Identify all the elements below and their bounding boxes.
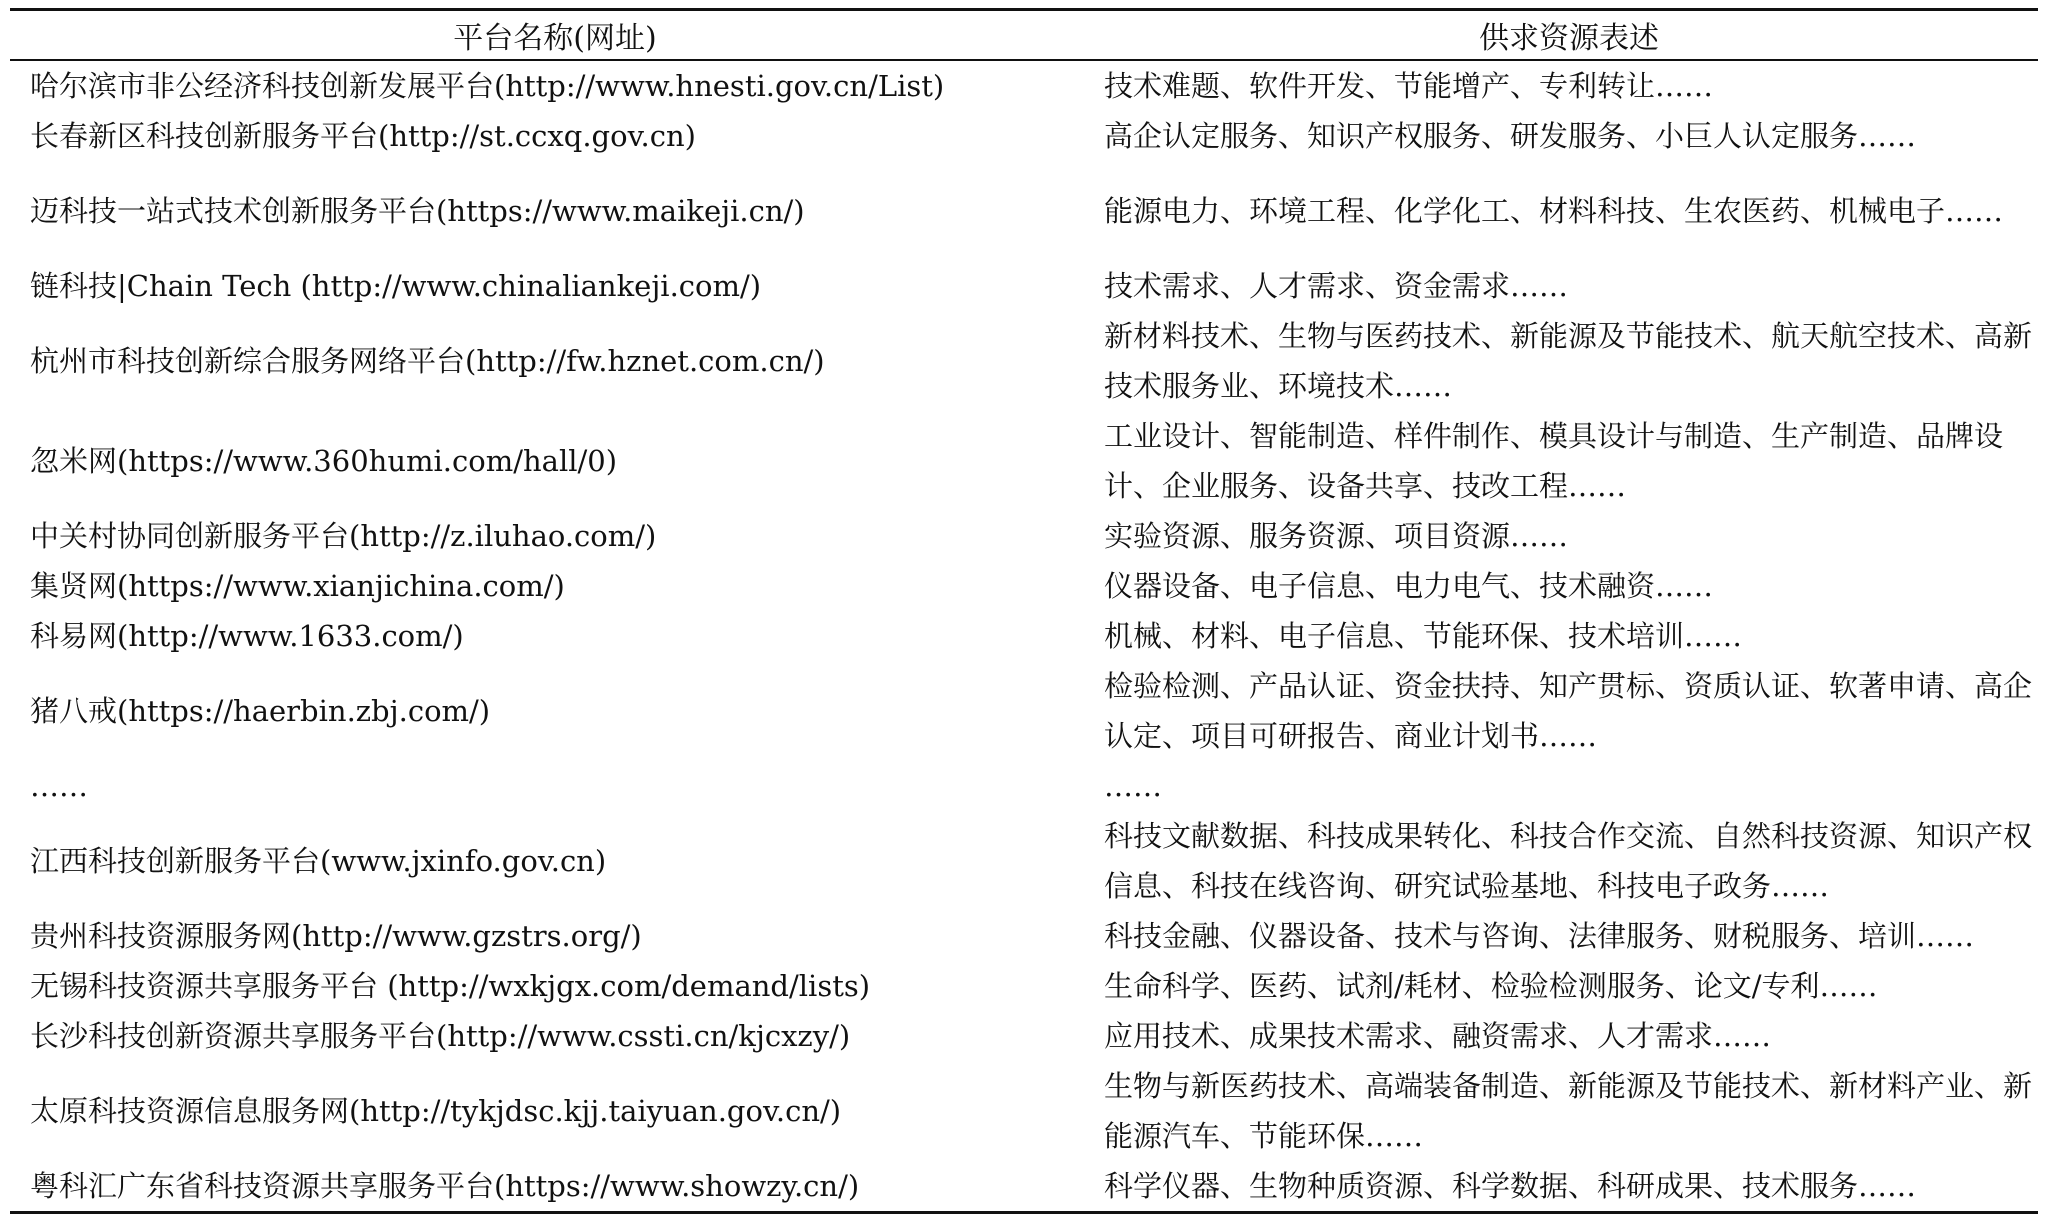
platform-name-cell: 太原科技资源信息服务网(http://tykjdsc.kjj.taiyuan.gov.cn/) — [30, 1093, 842, 1128]
table-row — [10, 161, 2038, 261]
table-body — [10, 60, 2038, 1213]
table-row — [10, 261, 2038, 311]
table-row — [10, 1161, 2038, 1213]
resource-description-cell: 工业设计、智能制造、样件制作、模具设计与制造、生产制造、品牌设计、企业服务、设备共享、技改工程…… — [1104, 418, 2004, 503]
platform-name-cell: 迈科技一站式技术创新服务平台(https://www.maikeji.cn/) — [30, 193, 805, 228]
platform-name-cell: 链科技|Chain Tech (http://www.chinaliankeji.com/) — [30, 268, 762, 303]
platform-name-cell: 忽米网(https://www.360humi.com/hall/0) — [30, 443, 618, 478]
table-row — [10, 60, 2038, 111]
resource-description-cell: 技术需求、人才需求、资金需求…… — [1104, 268, 1569, 303]
resource-description-cell: 应用技术、成果技术需求、融资需求、人才需求…… — [1104, 1018, 1772, 1053]
platform-name-cell: 无锡科技资源共享服务平台 (http://wxkjgx.com/demand/lists) — [30, 968, 871, 1003]
header-row — [10, 10, 2038, 60]
table-row — [10, 611, 2038, 661]
resource-description-cell: 实验资源、服务资源、项目资源…… — [1104, 518, 1569, 553]
resource-table-container — [10, 8, 2038, 1214]
table-row — [10, 1061, 2038, 1161]
platform-name-cell: 中关村协同创新服务平台(http://z.iluhao.com/) — [30, 518, 657, 553]
resource-description-cell: …… — [1104, 768, 1162, 803]
resource-description-cell: 仪器设备、电子信息、电力电气、技术融资…… — [1104, 568, 1714, 603]
table-header — [10, 10, 2038, 60]
table-row — [10, 111, 2038, 161]
table-row — [10, 961, 2038, 1011]
platform-name-cell: 哈尔滨市非公经济科技创新发展平台(http://www.hnesti.gov.cn/List) — [30, 68, 945, 103]
resource-description-cell: 生物与新医药技术、高端装备制造、新能源及节能技术、新材料产业、新能源汽车、节能环保…… — [1104, 1068, 2033, 1153]
platform-name-cell: 长春新区科技创新服务平台(http://st.ccxq.gov.cn) — [30, 118, 696, 153]
table-row — [10, 511, 2038, 561]
platform-name-cell: …… — [30, 768, 88, 803]
table-row — [10, 411, 2038, 511]
platform-name-cell: 杭州市科技创新综合服务网络平台(http://fw.hznet.com.cn/) — [30, 343, 825, 378]
platform-resource-table — [10, 8, 2038, 1214]
resource-description-cell: 新材料技术、生物与医药技术、新能源及节能技术、航天航空技术、高新技术服务业、环境技术…… — [1104, 318, 2033, 403]
resource-description-cell: 科技金融、仪器设备、技术与咨询、法律服务、财税服务、培训…… — [1104, 918, 1975, 953]
header-resource-description: 供求资源表述 — [1100, 10, 2038, 60]
resource-description-cell: 能源电力、环境工程、化学化工、材料科技、生农医药、机械电子…… — [1104, 193, 2004, 228]
platform-name-cell: 长沙科技创新资源共享服务平台(http://www.cssti.cn/kjcxzy/) — [30, 1018, 851, 1053]
table-row — [10, 811, 2038, 911]
table-row — [10, 561, 2038, 611]
resource-description-cell: 科学仪器、生物种质资源、科学数据、科研成果、技术服务…… — [1100, 1161, 2038, 1213]
resource-description-cell: 生命科学、医药、试剂/耗材、检验检测服务、论文/专利…… — [1104, 968, 1878, 1003]
resource-description-cell: 科技文献数据、科技成果转化、科技合作交流、自然科技资源、知识产权信息、科技在线咨询、研究试验基地、科技电子政务…… — [1104, 818, 2033, 903]
table-row — [10, 661, 2038, 761]
platform-name-cell: 科易网(http://www.1633.com/) — [30, 618, 464, 653]
resource-description-cell: 技术难题、软件开发、节能增产、专利转让…… — [1104, 68, 1714, 103]
header-platform-name: 平台名称(网址) — [10, 10, 1100, 60]
resource-description-cell: 机械、材料、电子信息、节能环保、技术培训…… — [1104, 618, 1743, 653]
platform-name-cell: 集贤网(https://www.xianjichina.com/) — [30, 568, 565, 603]
platform-name-cell: 贵州科技资源服务网(http://www.gzstrs.org/) — [30, 918, 642, 953]
platform-name-cell: 粤科汇广东省科技资源共享服务平台(https://www.showzy.cn/) — [10, 1161, 1100, 1213]
resource-description-cell: 检验检测、产品认证、资金扶持、知产贯标、资质认证、软著申请、高企认定、项目可研报告、商业计划书…… — [1104, 668, 2033, 753]
table-row — [10, 761, 2038, 811]
platform-name-cell: 猪八戒(https://haerbin.zbj.com/) — [30, 693, 491, 728]
table-row — [10, 911, 2038, 961]
table-row — [10, 1011, 2038, 1061]
platform-name-cell: 江西科技创新服务平台(www.jxinfo.gov.cn) — [30, 843, 607, 878]
resource-description-cell: 高企认定服务、知识产权服务、研发服务、小巨人认定服务…… — [1104, 118, 1917, 153]
table-row — [10, 311, 2038, 411]
